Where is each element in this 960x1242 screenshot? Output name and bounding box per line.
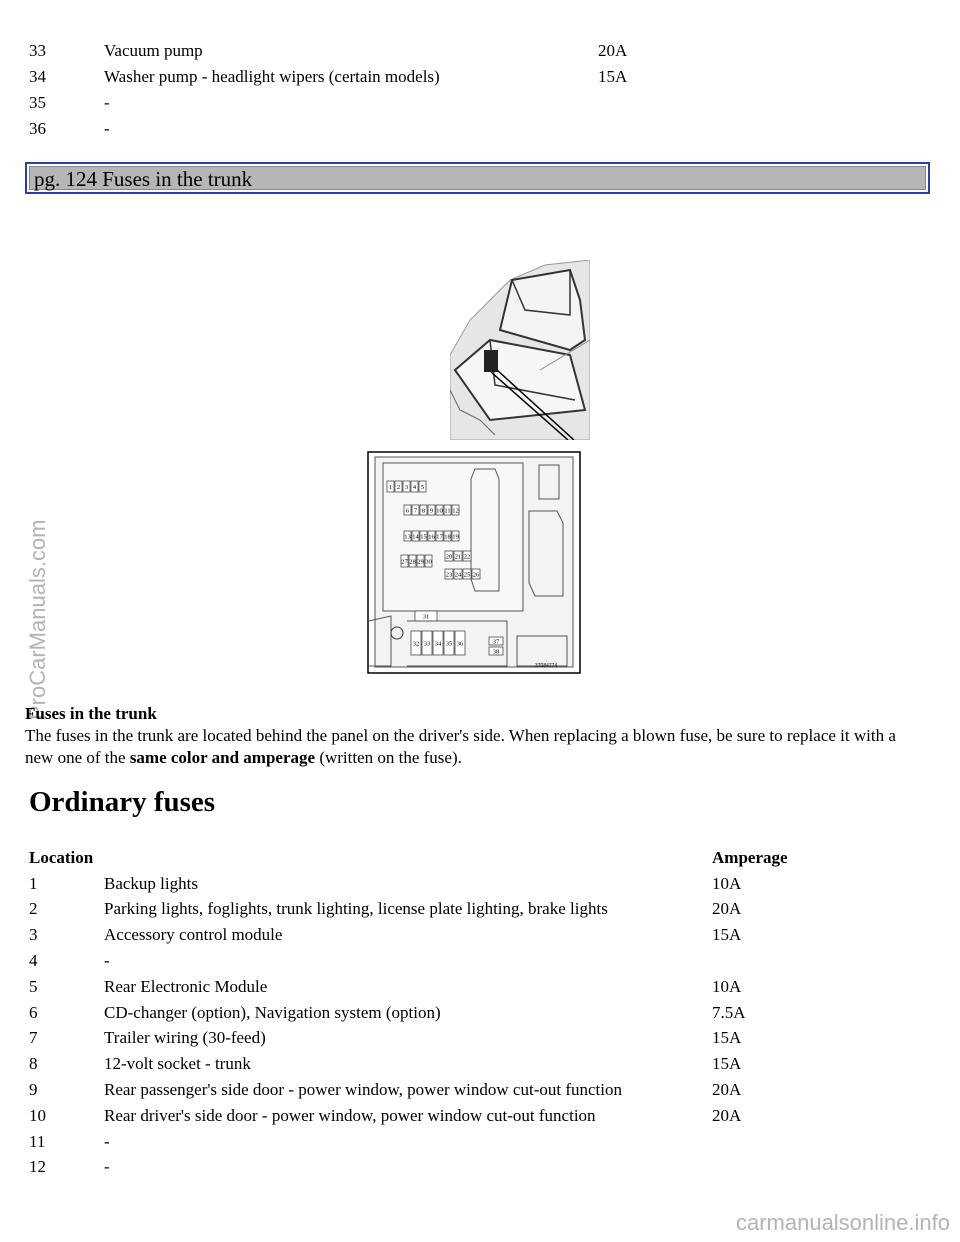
cell-location: 12 — [29, 1157, 46, 1177]
cell-description: Rear driver's side door - power window, power window cut-out function — [104, 1105, 596, 1125]
cell-location: 35 — [29, 93, 46, 112]
cell-amperage: 15A — [712, 925, 742, 945]
fuse-label: 3 — [404, 484, 409, 491]
fuse-label: 26 — [472, 571, 480, 579]
table-row — [29, 1051, 812, 1077]
fuse-label: 2 — [396, 484, 401, 491]
cell-location: 2 — [29, 899, 38, 919]
fuse-label: 11 — [444, 507, 451, 515]
cell-location: 6 — [29, 1002, 38, 1022]
table-row — [29, 1077, 812, 1103]
fuse-label: 12 — [452, 507, 459, 515]
cell-location: 5 — [29, 976, 38, 996]
cell-description: - — [104, 1157, 110, 1177]
fuse-label: 22 — [463, 553, 471, 561]
cell-location: 10 — [29, 1105, 46, 1125]
cell-description: - — [104, 119, 110, 138]
intro-text-end: (written on the fuse). — [315, 748, 462, 767]
cell-amperage: 20A — [712, 1080, 742, 1100]
cell-location: 34 — [29, 67, 46, 86]
fuse-label: 36 — [456, 640, 464, 648]
table-row — [29, 974, 812, 1000]
table-row — [29, 1129, 812, 1155]
watermark-left: ProCarManuals.com — [25, 519, 50, 720]
fuse-label: 10 — [436, 507, 443, 515]
fuse-label: 17 — [436, 533, 443, 541]
fuse-label: 27 — [401, 558, 408, 566]
fuse-label: 5 — [420, 484, 425, 491]
table-header-row — [29, 845, 812, 871]
cell-location: 9 — [29, 1080, 38, 1100]
fuse-label: 34 — [434, 640, 442, 648]
fuse-label: 1 — [388, 484, 393, 491]
cell-description: Vacuum pump — [104, 41, 203, 60]
cell-location: 3 — [29, 925, 38, 945]
table-row — [29, 922, 812, 948]
column-header-location: Location — [29, 847, 94, 867]
cell-location: 4 — [29, 951, 38, 971]
cell-description: Backup lights — [104, 873, 198, 893]
fuse-label: 33 — [423, 640, 431, 648]
fuse-label: 16 — [428, 533, 435, 541]
fuse-label: 15 — [420, 533, 427, 541]
fuse-label: 14 — [412, 533, 419, 541]
fuse-label: 25 — [463, 571, 471, 579]
fuse-label: 9 — [429, 507, 434, 515]
fuse-label: 4 — [412, 484, 417, 491]
fuse-label: 35 — [445, 640, 453, 648]
section-header-bar — [25, 162, 930, 194]
cell-description: - — [104, 951, 110, 971]
cell-amperage — [712, 1155, 812, 1181]
cell-amperage: 20A — [598, 41, 628, 60]
car-trunk-illustration — [450, 260, 590, 440]
cell-amperage: 10A — [712, 873, 742, 893]
cell-amperage: 10A — [712, 976, 742, 996]
intro-emphasis: same color and amperage — [129, 748, 316, 767]
fuse-box-diagram — [367, 451, 581, 674]
cell-amperage: 15A — [712, 1054, 742, 1074]
intro-text: The fuses in the trunk are located behind the panel on the driver's side. When replacing a blown fuse, be sure to replace it with a new one of the — [25, 726, 896, 767]
watermark-bottom: carmanualsonline.info — [735, 1210, 950, 1235]
table-row — [29, 1155, 812, 1181]
cell-location: 7 — [29, 1028, 38, 1048]
fuse-label: 32 — [412, 640, 420, 648]
fuse-label: 13 — [404, 533, 411, 541]
fuse-label: 37 — [492, 638, 500, 646]
table-row — [29, 64, 678, 90]
table-row — [29, 38, 678, 64]
table-row — [29, 1026, 812, 1052]
intro-paragraph — [25, 725, 925, 769]
cell-description: - — [104, 93, 110, 112]
cell-amperage — [598, 116, 678, 142]
fuse-label: 20 — [445, 553, 453, 561]
cell-description: 12-volt socket - trunk — [104, 1054, 251, 1074]
cell-amperage: 20A — [712, 1105, 742, 1125]
fuse-label: 19 — [452, 533, 459, 541]
column-header-amperage: Amperage — [712, 847, 788, 867]
cell-location: 33 — [29, 41, 46, 60]
cell-description: Accessory control module — [104, 925, 283, 945]
intro-heading: Fuses in the trunk — [25, 704, 157, 723]
cell-amperage: 15A — [598, 67, 628, 86]
fuse-label: 7 — [413, 507, 418, 515]
cell-amperage: 15A — [712, 1028, 742, 1048]
fuse-label: 31 — [422, 613, 430, 621]
table-row — [29, 948, 812, 974]
column-header-description — [104, 845, 712, 871]
fuse-label: 21 — [454, 553, 462, 561]
continued-fuse-table — [29, 38, 678, 142]
fuse-label: 24 — [454, 571, 462, 579]
cell-description: Rear passenger's side door - power window, power window cut-out function — [104, 1080, 622, 1100]
cell-description: Parking lights, foglights, trunk lighting, license plate lighting, brake lights — [104, 899, 608, 919]
table-row — [29, 116, 678, 142]
cell-amperage — [598, 90, 678, 116]
fuse-label: 8 — [421, 507, 426, 515]
table-row — [29, 1103, 812, 1129]
figure-code: 37084774 — [535, 663, 558, 669]
cell-location: 8 — [29, 1054, 38, 1074]
cell-description: - — [104, 1131, 110, 1151]
cell-description: Rear Electronic Module — [104, 976, 268, 996]
table-row — [29, 871, 812, 897]
cell-description: CD-changer (option), Navigation system (option) — [104, 1002, 441, 1022]
fuse-label: 23 — [445, 571, 453, 579]
table-row — [29, 1000, 812, 1026]
page-heading: Ordinary fuses — [29, 786, 216, 818]
cell-location: 11 — [29, 1131, 46, 1151]
table-row — [29, 90, 678, 116]
fuse-label: 30 — [425, 558, 432, 566]
cell-location: 36 — [29, 119, 46, 138]
cell-location: 1 — [29, 873, 38, 893]
cell-amperage — [712, 948, 812, 974]
fuse-label: 18 — [444, 533, 451, 541]
cell-amperage: 7.5A — [712, 1002, 746, 1022]
intro-section — [25, 703, 925, 769]
cell-description: Washer pump - headlight wipers (certain models) — [104, 67, 440, 86]
table-row — [29, 897, 812, 923]
fuse-label: 29 — [417, 558, 424, 566]
fuse-label: 38 — [492, 648, 500, 656]
fuse-label: 6 — [405, 507, 410, 515]
fuse-label: 28 — [409, 558, 416, 566]
ordinary-fuses-table — [29, 845, 812, 1180]
cell-amperage: 20A — [712, 899, 742, 919]
cell-description: Trailer wiring (30-feed) — [104, 1028, 266, 1048]
cell-amperage — [712, 1129, 812, 1155]
section-title: pg. 124 Fuses in the trunk — [29, 166, 926, 190]
